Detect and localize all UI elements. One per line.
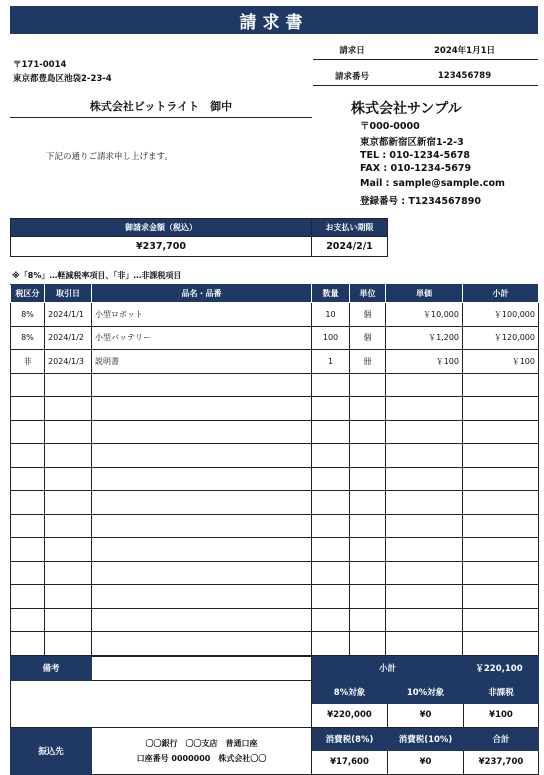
cell-quantity (312, 608, 350, 632)
cell-quantity: 100 (312, 326, 350, 350)
cell-line-subtotal (463, 608, 539, 632)
issuer-company-name: 株式会社サンプル (351, 101, 462, 117)
invoice-date-label: 請求日 (339, 45, 365, 56)
cell-unit-price (386, 444, 463, 468)
cell-item-name (92, 585, 312, 609)
cell-line-subtotal: ￥100,000 (463, 303, 539, 327)
due-date-label: お支払い期限 (312, 219, 388, 237)
recipient-address: 東京都豊島区池袋2-23-4 (13, 74, 112, 84)
cell-line-subtotal (463, 444, 539, 468)
issuer-postal: 〒000-0000 (360, 121, 420, 132)
grand-total-value: ¥237,700 (464, 751, 539, 775)
cell-quantity (312, 467, 350, 491)
header-unit: 単位 (350, 285, 386, 303)
cell-unit (350, 608, 386, 632)
cell-line-subtotal (463, 632, 539, 656)
issuer-address: 東京都新宿区新宿1-2-3 (360, 137, 464, 148)
cell-tax-category (11, 420, 45, 444)
table-row (11, 632, 539, 656)
table-row (11, 303, 539, 327)
cell-transaction-date (45, 444, 92, 468)
cell-line-subtotal (463, 420, 539, 444)
remarks-label: 備考 (11, 657, 92, 681)
cell-line-subtotal (463, 514, 539, 538)
bank-label: 振込先 (11, 727, 92, 774)
cell-line-subtotal (463, 585, 539, 609)
total-amount-value: ¥237,700 (11, 237, 312, 257)
invoice-number-row (313, 66, 538, 86)
cell-transaction-date: 2024/1/2 (45, 326, 92, 350)
cell-transaction-date (45, 491, 92, 515)
cell-line-subtotal (463, 491, 539, 515)
cell-quantity (312, 420, 350, 444)
table-row (11, 444, 539, 468)
due-date-value: 2024/2/1 (312, 237, 388, 257)
header-tax-category: 税区分 (11, 285, 45, 303)
cell-unit (350, 538, 386, 562)
cell-tax-category (11, 608, 45, 632)
cell-unit-price: ￥1,200 (386, 326, 463, 350)
table-row (11, 397, 539, 421)
invoice-date-row (313, 40, 538, 60)
cell-line-subtotal (463, 561, 539, 585)
cell-unit (350, 467, 386, 491)
issuer-fax: FAX : 010-1234-5679 (360, 163, 472, 174)
table-row (11, 350, 539, 374)
cell-transaction-date (45, 397, 92, 421)
cell-tax-category (11, 491, 45, 515)
cell-quantity: 10 (312, 303, 350, 327)
remarks-field[interactable] (92, 657, 312, 681)
tax-8-value: ¥17,600 (312, 751, 388, 775)
header-item-name: 品名・品番 (92, 285, 312, 303)
table-row (11, 467, 539, 491)
bank-line-2: 口座番号 0000000 株式会社〇〇 (136, 753, 267, 763)
cell-unit-price (386, 538, 463, 562)
non-taxable-value: ¥100 (464, 704, 539, 728)
table-row (11, 514, 539, 538)
cell-tax-category: 8% (11, 326, 45, 350)
cell-item-name: 小型ロボット (92, 303, 312, 327)
cell-tax-category (11, 397, 45, 421)
cell-unit (350, 514, 386, 538)
intro-text: 下記の通りご請求申し上げます。 (46, 152, 173, 162)
cell-quantity (312, 373, 350, 397)
cell-unit-price (386, 632, 463, 656)
recipient-name: 株式会社ビットライト 御中 (10, 98, 312, 118)
invoice-number-label: 請求番号 (334, 71, 369, 82)
totals-footer (10, 656, 539, 775)
cell-item-name: 小型バッテリー (92, 326, 312, 350)
cell-item-name (92, 538, 312, 562)
cell-unit-price (386, 467, 463, 491)
table-row (11, 420, 539, 444)
cell-unit (350, 491, 386, 515)
table-row (11, 585, 539, 609)
cell-quantity (312, 538, 350, 562)
cell-unit (350, 561, 386, 585)
target-8-label: 8%対象 (312, 680, 388, 704)
cell-tax-category: 8% (11, 303, 45, 327)
cell-transaction-date (45, 561, 92, 585)
tax-8-label: 消費税(8%) (312, 727, 388, 751)
cell-unit (350, 444, 386, 468)
cell-unit-price (386, 397, 463, 421)
cell-unit (350, 373, 386, 397)
subtotal-label: 小計 (312, 657, 464, 681)
cell-unit (350, 397, 386, 421)
cell-tax-category (11, 561, 45, 585)
header-unit-price: 単価 (386, 285, 463, 303)
cell-unit (350, 632, 386, 656)
cell-transaction-date (45, 420, 92, 444)
grand-total-label: 合計 (464, 727, 539, 751)
cell-tax-category (11, 444, 45, 468)
cell-unit: 個 (350, 326, 386, 350)
cell-item-name (92, 420, 312, 444)
cell-tax-category (11, 373, 45, 397)
invoice-number-value: 123456789 (437, 70, 492, 81)
table-row (11, 538, 539, 562)
cell-item-name (92, 561, 312, 585)
cell-quantity (312, 585, 350, 609)
target-8-value: ¥220,000 (312, 704, 388, 728)
bank-details (92, 727, 312, 774)
cell-quantity (312, 561, 350, 585)
cell-unit-price (386, 491, 463, 515)
recipient-postal: 〒171-0014 (13, 60, 67, 70)
target-10-value: ¥0 (388, 704, 464, 728)
total-amount-label: 御請求金額（税込） (11, 219, 312, 237)
table-row (11, 561, 539, 585)
cell-transaction-date (45, 608, 92, 632)
cell-line-subtotal (463, 467, 539, 491)
cell-unit-price (386, 373, 463, 397)
cell-transaction-date (45, 585, 92, 609)
cell-unit: 冊 (350, 350, 386, 374)
cell-tax-category: 非 (11, 350, 45, 374)
cell-item-name (92, 491, 312, 515)
issuer-mail: Mail : sample@sample.com (360, 178, 505, 189)
cell-unit-price: ￥10,000 (386, 303, 463, 327)
cell-item-name (92, 444, 312, 468)
table-row (11, 326, 539, 350)
header-line-subtotal: 小計 (463, 285, 539, 303)
cell-unit-price (386, 561, 463, 585)
table-row (11, 373, 539, 397)
tax-10-value: ¥0 (388, 751, 464, 775)
cell-unit-price (386, 585, 463, 609)
cell-quantity (312, 491, 350, 515)
remarks-area[interactable] (11, 680, 312, 727)
cell-line-subtotal (463, 373, 539, 397)
tax-category-note: ※「8%」…軽減税率項目、「非」…非課税項目 (12, 271, 182, 280)
subtotal-value: ￥220,100 (464, 657, 539, 681)
cell-unit-price (386, 608, 463, 632)
cell-transaction-date (45, 632, 92, 656)
table-row (11, 491, 539, 515)
cell-quantity (312, 444, 350, 468)
cell-item-name (92, 632, 312, 656)
cell-quantity: 1 (312, 350, 350, 374)
cell-item-name (92, 514, 312, 538)
cell-line-subtotal: ￥120,000 (463, 326, 539, 350)
tax-10-label: 消費税(10%) (388, 727, 464, 751)
cell-tax-category (11, 467, 45, 491)
cell-unit-price (386, 514, 463, 538)
cell-quantity (312, 397, 350, 421)
cell-item-name (92, 608, 312, 632)
cell-tax-category (11, 514, 45, 538)
cell-item-name (92, 397, 312, 421)
header-quantity: 数量 (312, 285, 350, 303)
cell-transaction-date (45, 538, 92, 562)
cell-item-name (92, 373, 312, 397)
cell-unit (350, 585, 386, 609)
table-row (11, 608, 539, 632)
header-transaction-date: 取引日 (45, 285, 92, 303)
non-taxable-label: 非課税 (464, 680, 539, 704)
cell-unit-price (386, 420, 463, 444)
cell-transaction-date (45, 467, 92, 491)
cell-tax-category (11, 538, 45, 562)
line-items-table (10, 284, 539, 656)
cell-item-name: 説明書 (92, 350, 312, 374)
cell-transaction-date: 2024/1/1 (45, 303, 92, 327)
cell-transaction-date: 2024/1/3 (45, 350, 92, 374)
cell-unit: 個 (350, 303, 386, 327)
cell-line-subtotal: ￥100 (463, 350, 539, 374)
cell-tax-category (11, 632, 45, 656)
cell-transaction-date (45, 514, 92, 538)
target-10-label: 10%対象 (388, 680, 464, 704)
amount-summary-table (10, 218, 388, 257)
cell-line-subtotal (463, 397, 539, 421)
cell-quantity (312, 514, 350, 538)
issuer-tel: TEL : 010-1234-5678 (360, 150, 471, 161)
invoice-date-value: 2024年1月1日 (434, 45, 495, 56)
cell-item-name (92, 467, 312, 491)
cell-unit (350, 420, 386, 444)
cell-tax-category (11, 585, 45, 609)
cell-line-subtotal (463, 538, 539, 562)
issuer-registration: 登録番号 : T1234567890 (360, 196, 481, 207)
cell-transaction-date (45, 373, 92, 397)
cell-unit-price: ￥100 (386, 350, 463, 374)
bank-line-1: 〇〇銀行 〇〇支店 普通口座 (145, 738, 258, 748)
document-title: 請求書 (10, 6, 538, 34)
cell-quantity (312, 632, 350, 656)
